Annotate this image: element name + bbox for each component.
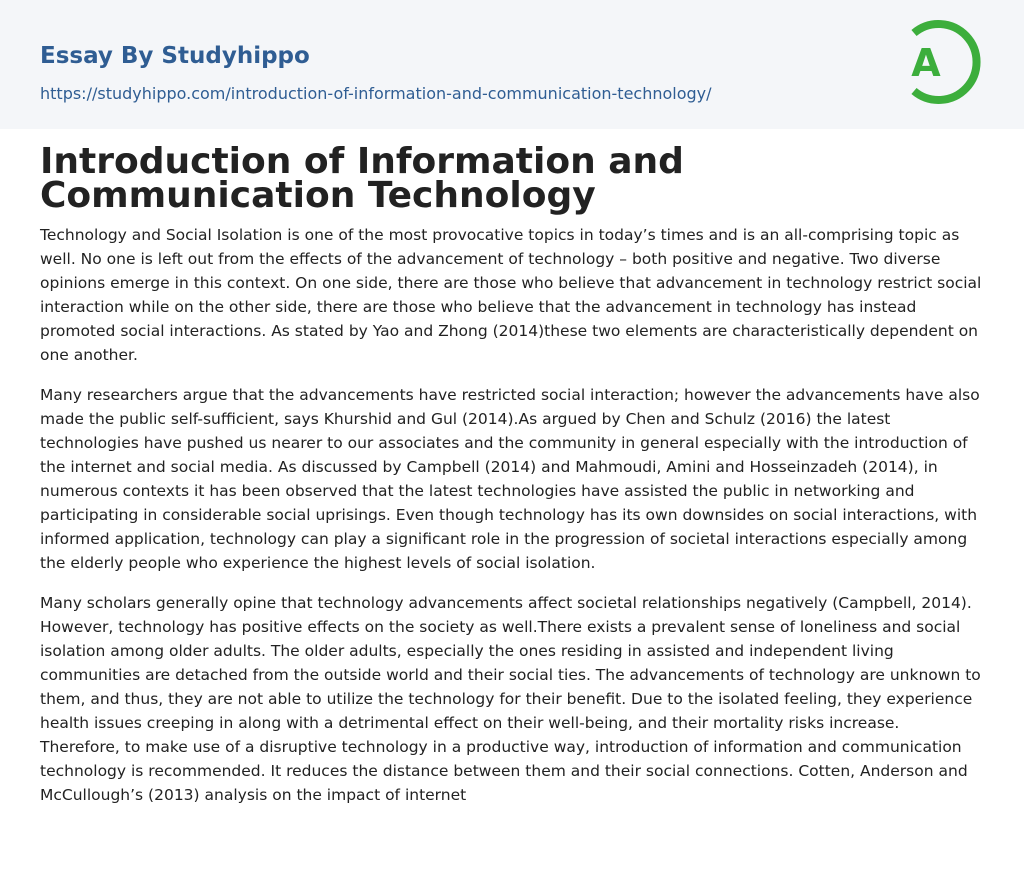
article-paragraph: Technology and Social Isolation is one of the most provocative topics in today’s times and is an all-comprising topic as well. No one is left out from the effects of the advancement of technology – both positive and negative. Two diverse opinions emerge in this context. On one side, there are those who believe that advancement in technology restrict social interaction while on the other side, there are those who believe that the advancement in technology has instead promoted social interactions. As stated by Yao and Zhong (2014)these two elements are characteristically dependent on one another. bbox=[40, 226, 982, 364]
site-header bbox=[0, 0, 1024, 129]
article-title: Introduction of Information and Communication Technology bbox=[40, 141, 684, 216]
article bbox=[0, 141, 1024, 807]
article-paragraph: Many researchers argue that the advancements have restricted social interaction; however the advancements have also made the public self-sufficient, says Khurshid and Gul (2014).As argued by Chen and Schulz (2016) the latest technologies have pushed us nearer to our associates and the community in general especially with the introduction of the internet and social media. As discussed by Campbell (2014) and Mahmoudi, Amini and Hosseinzadeh (2014), in numerous contexts it has been observed that the latest technologies have assisted the public in networking and participating in considerable social uprisings. Even though technology has its own downsides on social interactions, with informed application, technology can play a significant role in the progression of societal interactions especially among the elderly people who experience the highest levels of social isolation. bbox=[40, 386, 980, 572]
studyhippo-logo-icon[interactable] bbox=[898, 19, 984, 105]
source-url-link[interactable]: https://studyhippo.com/introduction-of-information-and-communication-technology/ bbox=[40, 84, 712, 103]
article-paragraph: Many scholars generally opine that technology advancements affect societal relationships negatively (Campbell, 2014). However, technology has positive effects on the society as well.There exists a prevalent sense of loneliness and social isolation among older adults. The older adults, especially the ones residing in assisted and independent living communities are detached from the outside world and their social ties. The advancements of technology are unknown to them, and thus, they are not able to utilize the technology for their benefit. Due to the isolated feeling, they experience health issues creeping in along with a detrimental effect on their well-being, and their mortality risks increase. Therefore, to make use of a disruptive technology in a productive way, introduction of information and communication technology is recommended. It reduces the distance between them and their social connections. Cotten, Anderson and McCullough’s (2013) analysis on the impact of internet bbox=[40, 594, 981, 804]
brand-title: Essay By Studyhippo bbox=[40, 43, 310, 69]
logo-letter: A bbox=[911, 41, 941, 85]
